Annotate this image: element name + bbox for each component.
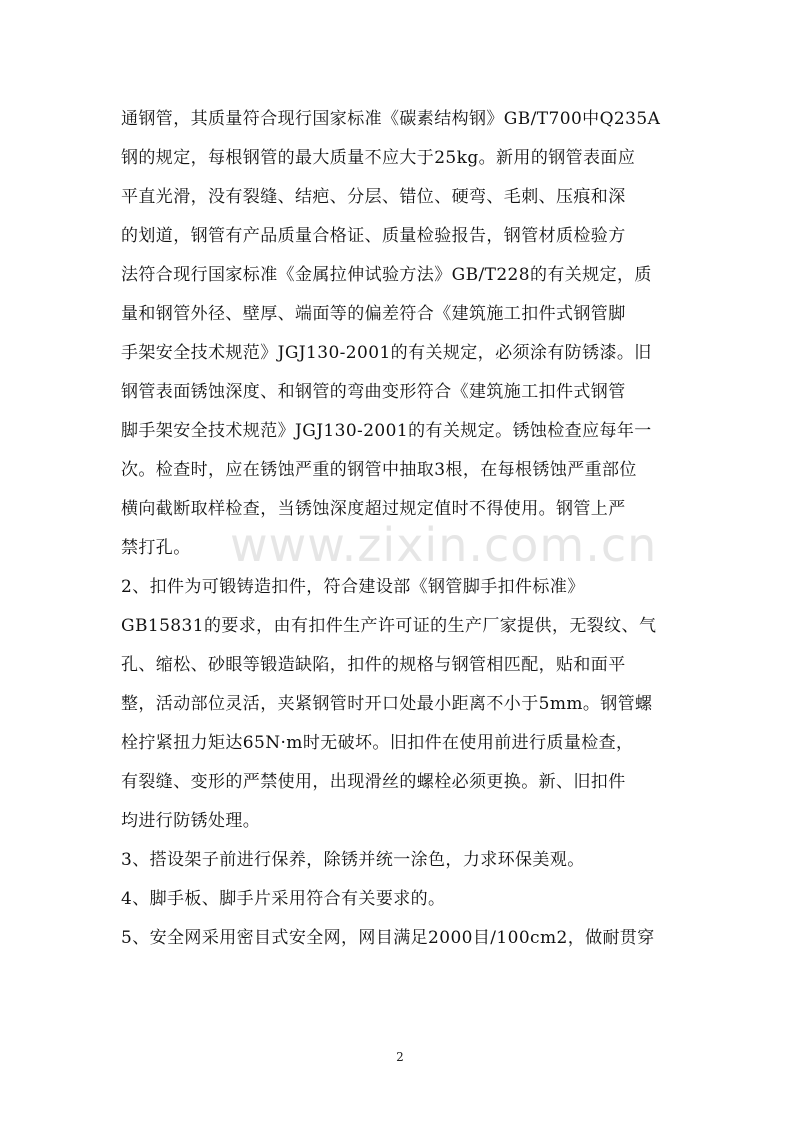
text-line: 禁打孔。 <box>121 538 191 558</box>
text-line: GB15831的要求，由有扣件生产许可证的生产厂家提供，无裂纹、气 <box>121 616 657 636</box>
text-line: 4、脚手板、脚手片采用符合有关要求的。 <box>121 889 446 909</box>
text-line: 的划道，钢管有产品质量合格证、质量检验报告，钢管材质检验方 <box>121 226 626 246</box>
text-line: 2、扣件为可锻铸造扣件，符合建设部《钢管脚手扣件标准》 <box>121 577 585 597</box>
page-number: 2 <box>396 1050 404 1064</box>
text-line: 通钢管，其质量符合现行国家标准《碳素结构钢》GB/T700中Q235A <box>121 109 661 129</box>
text-line: 手架安全技术规范》JGJ130-2001的有关规定，必须涂有防锈漆。旧 <box>121 343 652 363</box>
text-line: 3、搭设架子前进行保养，除锈并统一涂色，力求环保美观。 <box>121 850 585 870</box>
text-line: 孔、缩松、砂眼等锻造缺陷，扣件的规格与钢管相匹配，贴和面平 <box>121 655 626 675</box>
text-line: 5、安全网采用密目式安全网，网目满足2000目/100cm2，做耐贯穿 <box>121 928 655 948</box>
text-line: 次。检查时，应在锈蚀严重的钢管中抽取3根，在每根锈蚀严重部位 <box>121 460 637 480</box>
text-line: 有裂缝、变形的严禁使用，出现滑丝的螺栓必须更换。新、旧扣件 <box>121 772 626 792</box>
text-line: 均进行防锈处理。 <box>121 811 261 831</box>
text-line: 整，活动部位灵活，夹紧钢管时开口处最小距离不小于5mm。钢管螺 <box>121 694 653 714</box>
text-line: 量和钢管外径、壁厚、端面等的偏差符合《建筑施工扣件式钢管脚 <box>121 304 626 324</box>
text-line: 法符合现行国家标准《金属拉伸试验方法》GB/T228的有关规定，质 <box>121 265 652 285</box>
text-line: 脚手架安全技术规范》JGJ130-2001的有关规定。锈蚀检查应每年一 <box>121 421 652 441</box>
text-line: 栓拧紧扭力矩达65N·m时无破坏。旧扣件在使用前进行质量检查， <box>121 733 634 753</box>
text-line: 横向截断取样检查，当锈蚀深度超过规定值时不得使用。钢管上严 <box>121 499 626 519</box>
watermark: www.zixin.com.cn <box>230 518 658 572</box>
text-line: 平直光滑，没有裂缝、结疤、分层、错位、硬弯、毛刺、压痕和深 <box>121 187 626 207</box>
text-line: 钢管表面锈蚀深度、和钢管的弯曲变形符合《建筑施工扣件式钢管 <box>121 382 626 402</box>
text-line: 钢的规定，每根钢管的最大质量不应大于25kg。新用的钢管表面应 <box>121 148 636 168</box>
